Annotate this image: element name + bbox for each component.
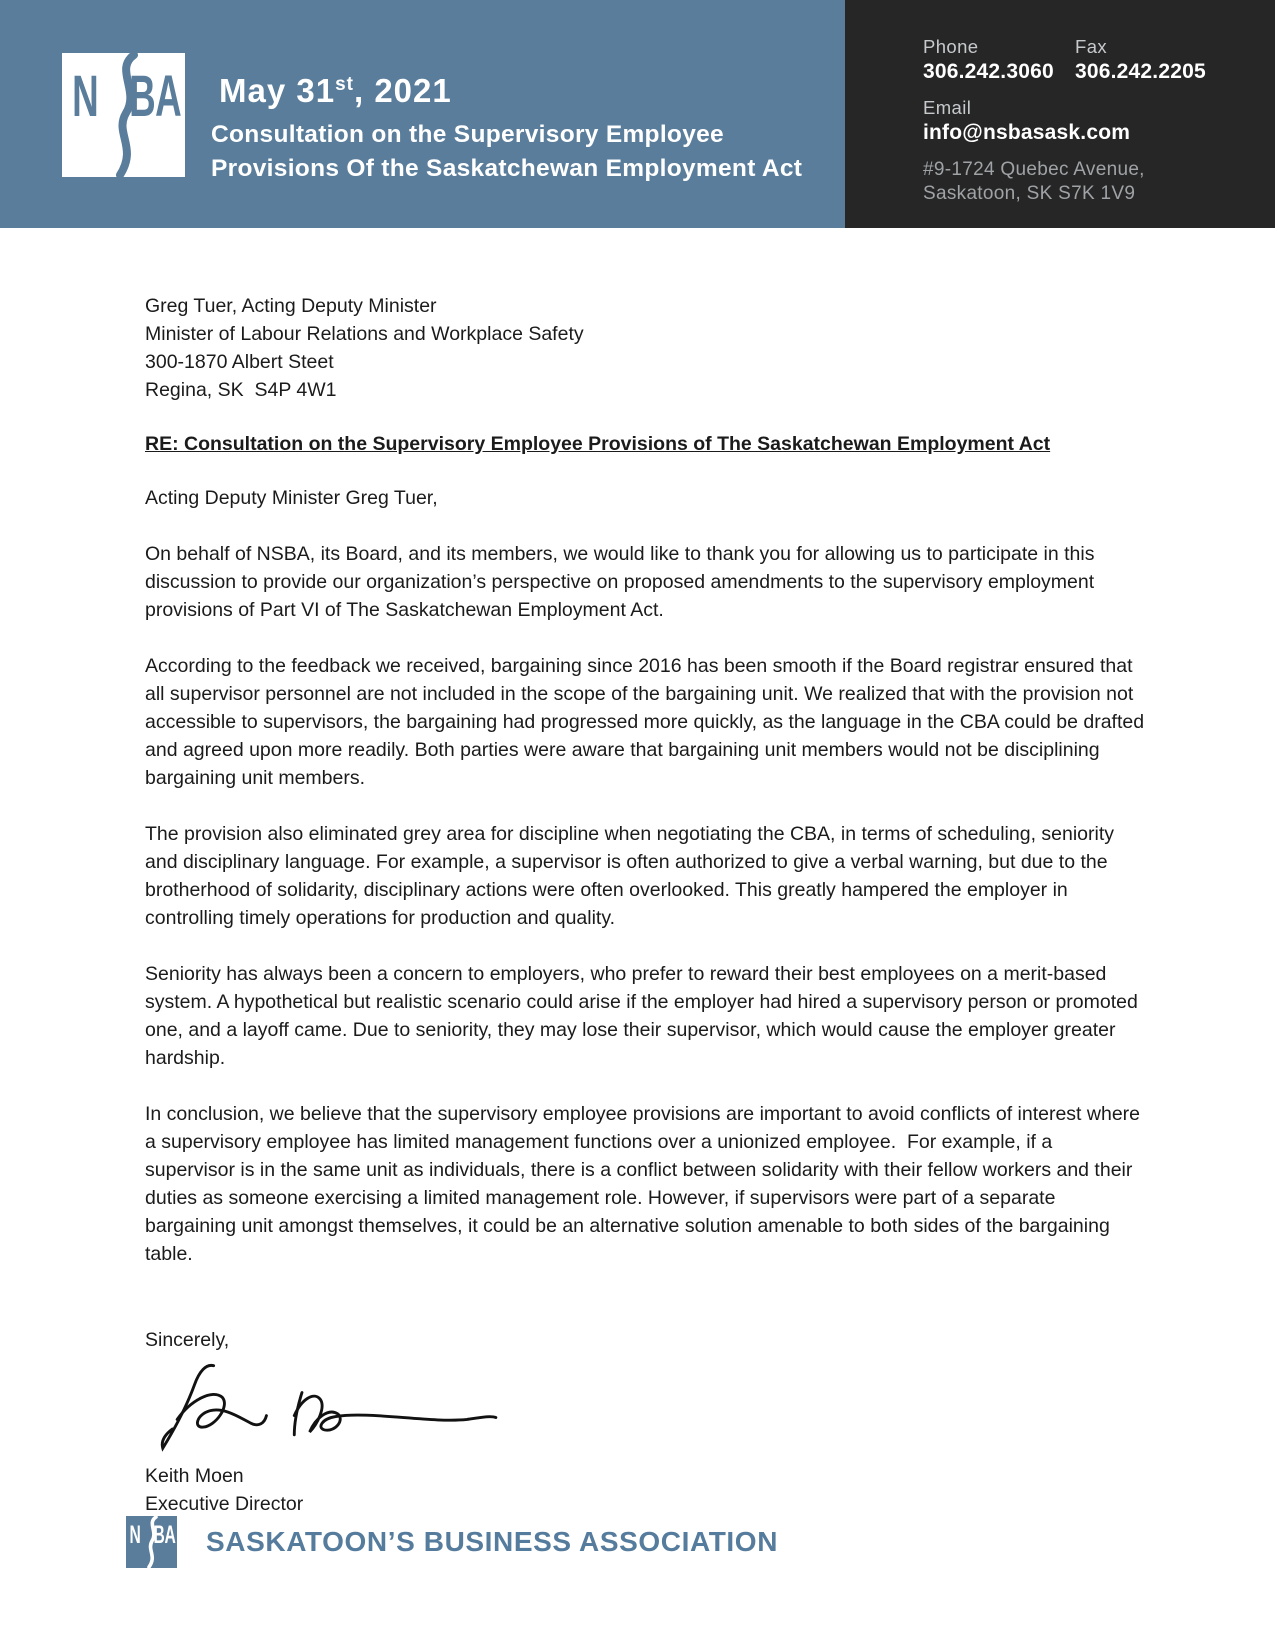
logo-letter-a: A [164, 1521, 176, 1549]
nsba-logo [62, 53, 185, 177]
header-title [211, 118, 802, 186]
date-main: May 31 [219, 72, 336, 109]
date-ordinal: st [335, 74, 354, 95]
address-line1: #9-1724 Quebec Avenue, [923, 159, 1145, 180]
fax-label: Fax [1075, 36, 1108, 57]
closing-salutation: Sincerely, [145, 1329, 230, 1351]
address-line2: Saskatoon, SK S7K 1V9 [923, 183, 1136, 204]
header-text [211, 72, 802, 186]
phone-number: 306.242.3060 [923, 60, 1054, 83]
signer-name: Keith Moen [145, 1465, 244, 1487]
recipient-line: Minister of Labour Relations and Workplace Safety [145, 323, 584, 345]
fax-number: 306.242.2205 [1075, 60, 1206, 83]
paragraph-3: The provision also eliminated grey area for discipline when negotiating the CBA, in terms of scheduling, seniority and disciplinary language. For example, a supervisor is often authorized to give a verbal warning, but due to the brotherhood of solidarity, disciplinary actions were often overlooked. This greatly hampered the employer in controlling timely operations for production and quality. [145, 823, 1120, 929]
logo-letter-b: B [153, 1521, 165, 1549]
nsba-footer-logo [126, 1516, 177, 1568]
logo-letter-n: N [72, 65, 99, 129]
street-address [923, 158, 1275, 206]
header-title-line1: Consultation on the Supervisory Employee [211, 121, 724, 148]
paragraph-5: In conclusion, we believe that the supervisory employee provisions are important to avoid conflicts of interest where a supervisory employee has limited management functions over a unionized employee. For example, if a supervisor is in the same unit as individuals, there is a conflict between solidarity with their fellow workers and their duties as someone exercising a limited management role. However, if supervisors were part of a separate bargaining unit amongst themselves, it could be an alternative solution amenable to both sides of the bargaining table. [145, 1103, 1146, 1265]
header-band [0, 0, 1275, 228]
logo-letter-a: A [155, 65, 182, 129]
recipient-line: 300-1870 Albert Steet [145, 351, 334, 373]
signer-block [145, 1462, 1145, 1518]
email-address: info@nsbasask.com [923, 121, 1131, 144]
logo-letter-b: B [129, 65, 156, 129]
signer-title: Executive Director [145, 1493, 304, 1515]
recipient-line: Greg Tuer, Acting Deputy Minister [145, 295, 437, 317]
organization-name: SASKATOON’S BUSINESS ASSOCIATION [206, 1526, 779, 1557]
paragraph-1: On behalf of NSBA, its Board, and its members, we would like to thank you for allowing us to participate in this discussion to provide our organization’s perspective on proposed amendments to the supervisory employment provisions of Part VI of The Saskatchewan Employment Act. [145, 543, 1100, 621]
recipient-block [145, 292, 1145, 404]
signature [145, 1358, 1145, 1454]
date-year: , 2021 [353, 72, 452, 109]
logo-letter-n: N [129, 1521, 141, 1549]
signature-ink [145, 1358, 505, 1454]
footer [126, 1516, 778, 1568]
paragraph-2: According to the feedback we received, bargaining since 2016 has been smooth if the Board registrar ensured that all supervisor personnel are not included in the scope of the bargaining unit. We realized that with the provision not accessible to supervisors, the bargaining had progressed more quickly, as the language in the CBA could be drafted and agreed upon more readily. Both parties were aware that bargaining unit members would not be disciplining bargaining unit members. [145, 655, 1150, 789]
paragraph-4: Seniority has always been a concern to employers, who prefer to reward their best employees on a merit-based system. A hypothetical but realistic scenario could arise if the employer had hired a supervisory person or promoted one, and a layoff came. Due to seniority, they may lose their supervisor, which would cause the employer greater hardship. [145, 963, 1144, 1069]
letter-body [0, 228, 1275, 1518]
subject-line: RE: Consultation on the Supervisory Employee Provisions of The Saskatchewan Employment Act [145, 433, 1051, 455]
phone-label: Phone [923, 36, 979, 57]
salutation: Acting Deputy Minister Greg Tuer, [145, 487, 438, 509]
header-title-line2: Provisions Of the Saskatchewan Employment Act [211, 155, 803, 182]
letter-date [211, 72, 802, 110]
email-label: Email [923, 97, 972, 118]
recipient-line: Regina, SK S4P 4W1 [145, 379, 337, 401]
contact-panel [845, 0, 1275, 228]
